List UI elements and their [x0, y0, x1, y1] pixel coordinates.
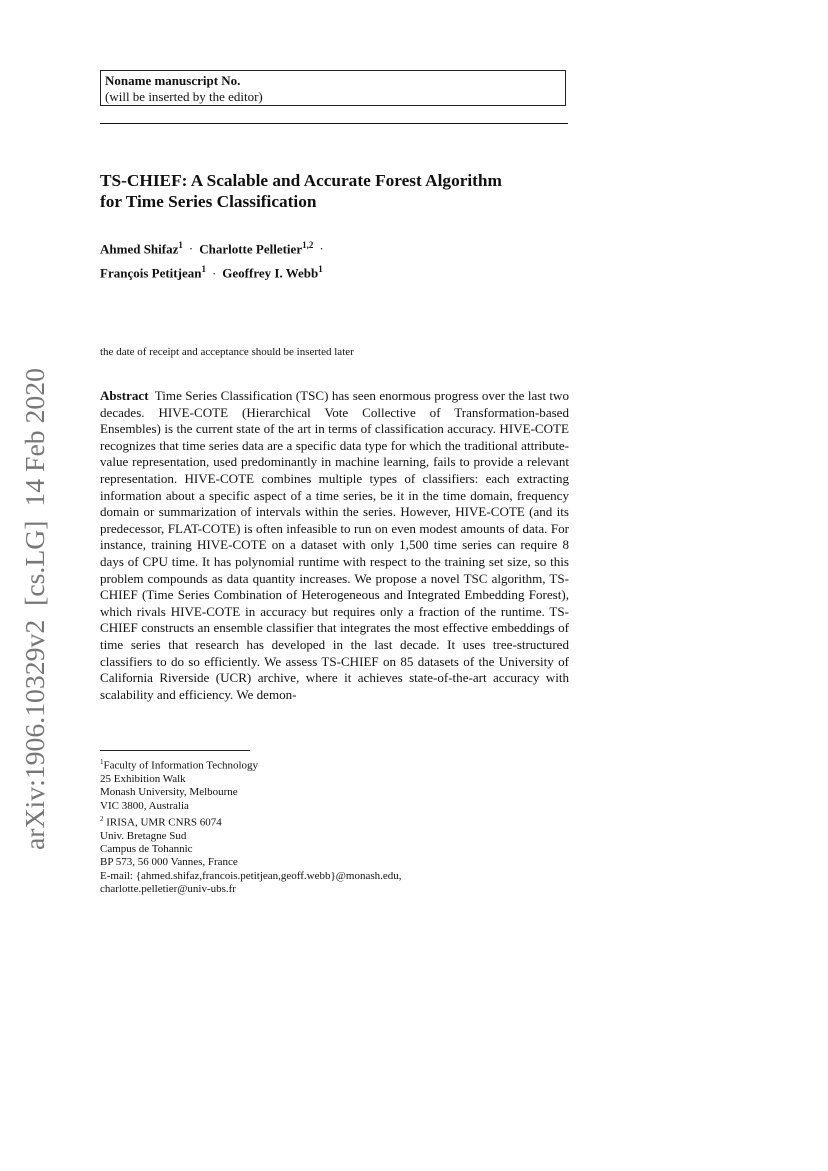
abstract	[100, 388, 569, 703]
affiliation-footnote	[100, 756, 570, 896]
footnote-line	[100, 756, 570, 773]
footnote-line: 25 Exhibition Walk	[100, 772, 186, 785]
footnote-line	[100, 813, 570, 830]
author-separator: ·	[188, 241, 194, 257]
arxiv-stamp-svg	[2, 365, 52, 855]
author-list	[100, 235, 570, 284]
footnote-line: VIC 3800, Australia	[100, 799, 189, 812]
footnote-rule	[100, 750, 250, 751]
author-affiliation: 1	[201, 264, 206, 275]
author-separator: ·	[319, 241, 324, 257]
author-affiliation: 1,2	[302, 240, 314, 250]
affiliation-mark: 1	[100, 758, 104, 766]
footnote-line: Campus de Tohannic	[100, 843, 193, 856]
author-name: François Petitjean	[100, 265, 202, 281]
header-rule	[100, 123, 568, 124]
paper-title	[100, 170, 580, 212]
title-line-2: for Time Series Classification	[100, 192, 317, 211]
author-name: Ahmed Shifaz	[100, 241, 179, 257]
author-name: Charlotte Pelletier	[199, 241, 303, 257]
abstract-text: Time Series Classification (TSC) has seen enormous progress over the last two decades. HIVE-COTE (Hierarchical Vote Collective of Transformation-based Ensembles) is the current state of the art in terms of classification accuracy. HIVE-COTE recognizes that time series data are a specific data type for which the traditional attribute-value representation, used predominantly in machine learning, fails to provide a relevant representation. HIVE-COTE combines multiple types of classifiers: each extracting information about a specific aspect of a time series, be it in the time domain, frequency domain or summarization of intervals within the series. However, HIVE-COTE (and its predecessor, FLAT-COTE) is often infeasible to run on even modest amounts of data. For instance, training HIVE-COTE on a dataset with only 1,500 time series can require 8 days of CPU time. It has polynomial runtime with respect to the training set size, so this problem compounds as data quantity increases. We propose a novel TSC algorithm, TS-CHIEF (Time Series Combination of Heterogeneous and Integrated Embedding Forest), which rivals HIVE-COTE in accuracy but requires only a fraction of the runtime. TS-CHIEF constructs an ensemble classifier that integrates the most effective embeddings of time series that research has developed in the last decade. It uses tree-structured classifiers to do so efficiently. We assess TS-CHIEF on 85 datasets of the University of California Riverside (UCR) archive, where it achieves state-of-the-art accuracy with scalability and efficiency. We demon-	[100, 388, 570, 702]
email-line: charlotte.pelletier@univ-ubs.fr	[100, 882, 236, 895]
arxiv-stamp-text: arXiv:1906.10329v2 [cs.LG] 14 Feb 2020	[19, 371, 50, 850]
manuscript-header-box	[100, 70, 566, 106]
footnote-line: BP 573, 56 000 Vannes, France	[100, 856, 238, 869]
editor-note: (will be inserted by the editor)	[105, 89, 263, 104]
received-date-note: the date of receipt and acceptance should be inserted later	[100, 346, 354, 358]
affiliation-mark: 2	[100, 814, 104, 823]
author-separator: ·	[211, 265, 217, 281]
author-affiliation: 1	[318, 264, 323, 275]
author-line-1	[100, 235, 570, 259]
author-affiliation: 1	[178, 240, 183, 250]
title-line-1: TS-CHIEF: A Scalable and Accurate Forest Algorithm	[100, 171, 502, 190]
author-name: Geoffrey I. Webb	[222, 265, 319, 281]
affiliation-text: Faculty of Information Technology	[103, 759, 259, 772]
affiliation-text: IRISA, UMR CNRS 6074	[106, 816, 222, 829]
manuscript-number: Noname manuscript No.	[105, 73, 241, 88]
arxiv-stamp	[2, 365, 52, 855]
email-line: E-mail: {ahmed.shifaz,francois.petitjean,geoff.webb}@monash.edu,	[100, 869, 402, 882]
footnote-line: Monash University, Melbourne	[100, 786, 238, 799]
author-line-2	[100, 259, 570, 283]
abstract-heading: Abstract	[100, 388, 149, 403]
footnote-line: Univ. Bretagne Sud	[100, 829, 187, 842]
